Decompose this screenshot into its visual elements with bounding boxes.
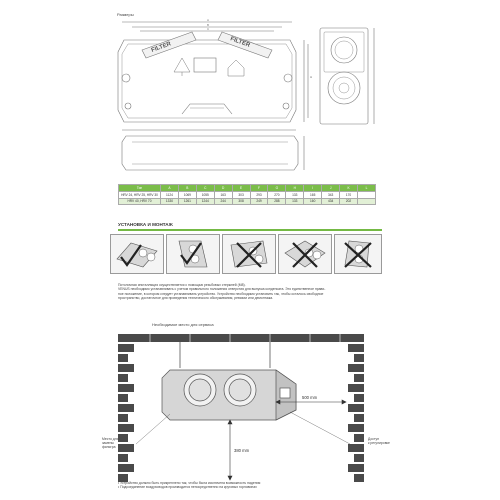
table-cell: 1124 (161, 191, 179, 198)
dim-label-380: 380 mm (234, 448, 250, 453)
dim-letter-c: C (207, 27, 210, 31)
spec-header-cell: E (232, 185, 250, 192)
table-cell: 249 (250, 198, 268, 205)
table-cell: 133 (286, 191, 304, 198)
table-cell: 1244 (196, 198, 214, 205)
orientation-wrong-box (222, 234, 276, 274)
orientation-wrong-illustration (335, 235, 381, 273)
spec-header-cell: C (196, 185, 214, 192)
table-cell: 308 (232, 198, 250, 205)
installation-line: VENUS необходимо устанавливать с учетом правильного положения отверстия для выпуска конденсата. Это единственное прави- (118, 287, 326, 292)
installation-divider (118, 229, 382, 231)
table-cell: 1055 (196, 191, 214, 198)
table-cell: 303 (232, 191, 250, 198)
filter-label-left: FILTER (150, 41, 173, 54)
installation-line: пространство, достаточное для проведения технического обслуживания, ревизии или демонтажа. (118, 295, 274, 300)
table-cell: 1069 (178, 191, 196, 198)
label-access-line: Доступ (368, 437, 380, 441)
table-cell (357, 198, 375, 205)
installation-line: ное положение, в котором следует устанавливать устройство. Устройство необходимо установить так, чтобы осталось свободное (118, 291, 324, 296)
orientation-wrong-illustration (279, 235, 331, 273)
table-row (119, 191, 376, 198)
spec-header-cell: A (161, 185, 179, 192)
spec-header-cell: B (178, 185, 196, 192)
table-cell: 1261 (178, 198, 196, 205)
table-cell: 434 (322, 198, 340, 205)
spec-header-cell: I (304, 185, 322, 192)
spec-header-cell: D (214, 185, 232, 192)
service-heading: Необходимое место для сервиса (152, 322, 214, 327)
dim-label-500: 500 mm (302, 395, 318, 400)
spec-header-cell: J (322, 185, 340, 192)
spec-table-header-row (119, 185, 376, 192)
table-cell: 133 (286, 198, 304, 205)
dim-letter-a: A (207, 18, 210, 22)
orientation-wrong-illustration (223, 235, 275, 273)
orientation-correct-illustration (111, 235, 163, 273)
dim-letter-b: B (207, 23, 210, 27)
spec-header-cell: Тип (119, 185, 161, 192)
table-cell: 163 (214, 191, 232, 198)
installation-paragraph (118, 283, 386, 300)
table-cell: 270 (268, 191, 286, 198)
table-cell: 165 (304, 191, 322, 198)
table-cell: 1330 (161, 198, 179, 205)
installation-heading: УСТАНОВКА И МОНТАЖ (118, 222, 173, 227)
table-cell: 160 (304, 198, 322, 205)
table-cell: HRV 40, HRV 70 (119, 198, 161, 205)
table-cell: 202 (340, 198, 358, 205)
spec-header-cell: L (357, 185, 375, 192)
orientation-correct-illustration (167, 235, 219, 273)
label-filter-line: Место для (102, 437, 119, 441)
table-cell: 293 (250, 191, 268, 198)
spec-header-cell: G (268, 185, 286, 192)
table-cell: 170 (340, 191, 358, 198)
label-filter-line: замены (102, 441, 114, 445)
table-cell: 244 (214, 198, 232, 205)
footer-bullet: • Подсоединение воздуховодов производится непосредственно на круговых горловинах (118, 485, 257, 490)
table-cell (357, 191, 375, 198)
dim-letter-h: H (310, 75, 313, 79)
label-access-line: к регулировке (368, 441, 390, 445)
orientation-wrong-box (334, 234, 382, 274)
footer-notes (118, 481, 388, 490)
spec-header-cell: F (250, 185, 268, 192)
table-cell: 288 (268, 198, 286, 205)
table-row (119, 198, 376, 205)
label-filter-line: фильтра (102, 445, 116, 449)
filter-label-right: FILTER (229, 36, 251, 49)
installation-line: Потолочная инсталляция осуществляется с помощью резьбовых стержней (М8). (118, 283, 246, 287)
brick-wall-left (118, 344, 134, 482)
brick-ceiling (118, 334, 364, 342)
spec-header-cell: K (340, 185, 358, 192)
orientation-wrong-box (278, 234, 332, 274)
orientation-correct-box (166, 234, 220, 274)
orientation-correct-box (110, 234, 164, 274)
dimensions-drawing (112, 18, 382, 178)
brick-wall-right (348, 344, 364, 482)
table-cell: 343 (322, 191, 340, 198)
spec-table (118, 184, 376, 205)
footer-bullet: • Устройство должно быть прикреплено так, чтобы была исключена возможность падения (118, 481, 261, 485)
dimensions-heading: Размеры (117, 12, 134, 17)
table-cell: HRV 24, HRV 25, HRV 30 (119, 191, 161, 198)
spec-header-cell: H (286, 185, 304, 192)
service-diagram (100, 328, 400, 490)
